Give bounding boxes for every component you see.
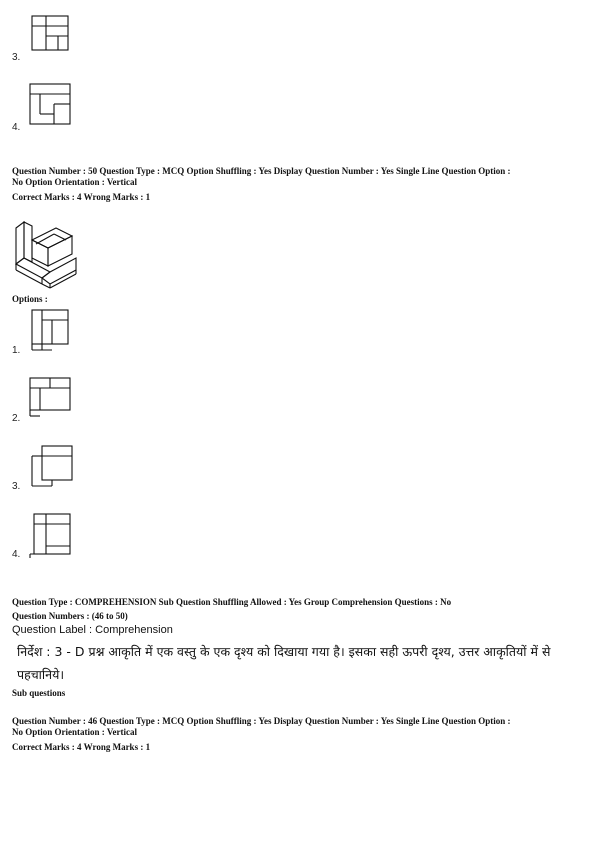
option-number: 4. bbox=[12, 549, 21, 560]
question-meta-line2: No Option Orientation : Vertical bbox=[12, 177, 137, 187]
option-number: 1. bbox=[12, 345, 21, 356]
question-3d-figure bbox=[10, 210, 84, 290]
option-number: 3. bbox=[12, 481, 21, 492]
question-label: Question Label : Comprehension bbox=[12, 624, 173, 636]
question-meta-line1: Question Number : 50 Question Type : MCQ Option Shuffling : Yes Display Question Number : Yes Single Line Question Option : bbox=[12, 166, 511, 176]
option-4-figure-prev bbox=[26, 80, 74, 128]
comprehension-meta-line1: Question Type : COMPREHENSION Sub Question Shuffling Allowed : Yes Group Comprehension Questions : No bbox=[12, 597, 452, 607]
option-3-figure-prev bbox=[28, 12, 74, 54]
option-4-figure bbox=[26, 510, 76, 562]
option-3-figure bbox=[28, 442, 74, 492]
option-2-figure bbox=[26, 374, 74, 420]
option-number: 3. bbox=[12, 52, 21, 63]
comprehension-meta-line2: Question Numbers : (46 to 50) bbox=[12, 611, 128, 621]
question-meta-line1: Question Number : 46 Question Type : MCQ Option Shuffling : Yes Display Question Number : Yes Single Line Question Option : bbox=[12, 716, 511, 726]
option-number: 2. bbox=[12, 413, 21, 424]
instruction-text: निर्देश : 3 - D प्रश्न आकृति में एक वस्तु के एक दृश्य को दिखाया गया है। इसका सही ऊपरी दृश्य, उत्तर आकृतियों में से पहचानिये। bbox=[17, 644, 551, 682]
sub-questions-heading: Sub questions bbox=[12, 688, 66, 698]
question-marks: Correct Marks : 4 Wrong Marks : 1 bbox=[12, 742, 151, 752]
question-marks: Correct Marks : 4 Wrong Marks : 1 bbox=[12, 192, 151, 202]
options-label: Options : bbox=[12, 294, 48, 304]
option-1-figure bbox=[28, 306, 74, 356]
option-number: 4. bbox=[12, 122, 21, 133]
question-meta-line2: No Option Orientation : Vertical bbox=[12, 727, 137, 737]
